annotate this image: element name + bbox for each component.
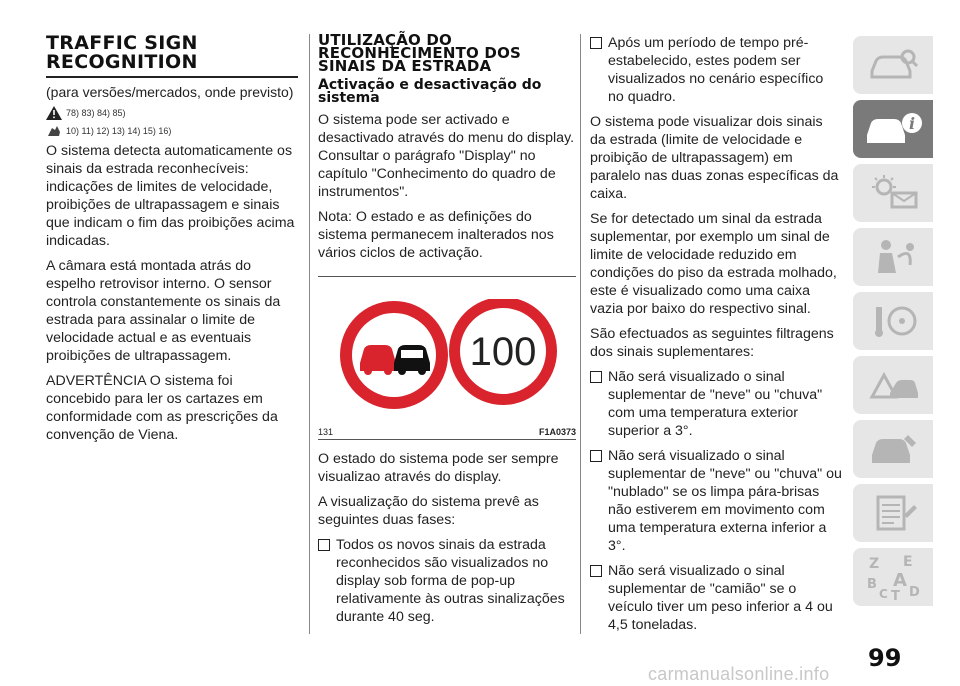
warning-references [46,106,298,120]
car-search-icon [866,47,920,83]
tab-starting-driving[interactable] [853,292,933,350]
figure-131 [318,276,576,440]
checkbox-bullet-icon [590,37,602,49]
checkbox-bullet-icon [590,565,602,577]
traffic-signs-illustration [338,299,558,419]
tab-safety[interactable] [853,228,933,286]
column-2 [318,31,576,633]
list-item [590,368,842,440]
list-item [590,562,842,634]
svg-text:T: T [891,589,900,602]
tab-emergency[interactable] [853,356,933,414]
note-references [46,124,298,138]
paragraph: Nota: O estado e as definições do sistema permanecem inalterados nos vários ciclos de activação. [318,209,554,261]
info-letter: i [908,114,916,133]
speed-limit-value: 100 [469,330,537,374]
section-title: TRAFFIC SIGN RECOGNITION [46,34,298,78]
list-item-text: Não será visualizado o sinal suplementar de "camião" se o veículo tiver um peso inferior a 4 ou 4,5 toneladas. [608,563,833,633]
paragraph: O sistema pode visualizar dois sinais da estrada (limite de velocidade e proibição de ultrapassagem) em paralelo nas duas zonas específicas da caixa. [590,114,839,202]
tab-car-info[interactable] [853,100,933,158]
column-divider [580,34,581,634]
paragraph: Se for detectado um sinal da estrada suplementar, por exemplo um sinal de limite de velocidade reduzido em condições do piso da estrada molhado, este é visualizado como uma caixa vazia por baixo do respectivo sinal. [590,211,837,317]
no-overtaking-sign-icon [340,301,448,409]
svg-text:D: D [909,585,920,600]
car-info-icon [863,109,923,149]
warning-ref-list: 78) 83) 84) 85) [66,108,126,118]
paragraph: São efectuados as seguintes filtragens dos sinais suplementares: [590,326,834,360]
figure-number: 131 [318,427,334,437]
column-3 [590,34,842,641]
paragraph: O sistema pode ser activado e desactivado através do menu do display. Consultar o parágrafo "Display" no capítulo "Conhecimento do quadro de instrumentos". [318,112,575,200]
subsection-title: Activação e desactivação do sistema [318,77,542,106]
checkbox-bullet-icon [590,371,602,383]
list-item-text: Após um período de tempo pré-estabelecido, estes podem ser visualizados no cenário específico no quadro. [608,35,824,105]
figure-code: F1A0373 [538,427,576,437]
svg-text:Z: Z [869,556,880,572]
paragraph: O estado do sistema pode ser sempre visualizao através do display. [318,451,559,485]
tab-car-search[interactable] [853,36,933,94]
paragraph: ADVERTÊNCIA O sistema foi concebido para ler os cartazes em conformidade com as prescrições da convenção de Viena. [46,373,278,443]
list-item [590,447,842,555]
road-emergency-icon [866,365,920,405]
tab-maintenance[interactable] [853,420,933,478]
section-title: UTILIZAÇÃO DO RECONHECIMENTO DOS SINAIS DA ESTRADA [318,31,522,75]
alphabet-index-icon [863,552,923,602]
warning-triangle-icon [46,106,62,120]
tab-technical-data[interactable] [853,484,933,542]
note-ref-list: 10) 11) 12) 13) 14) 15) 16) [66,126,172,136]
checkbox-bullet-icon [318,539,330,551]
page-number: 99 [868,644,902,672]
warning-lights-icon [866,173,920,213]
chapter-tabs [853,36,933,612]
tab-index[interactable] [853,548,933,606]
specs-list-icon [866,493,920,533]
svg-text:A: A [893,570,907,591]
list-item-text: Não será visualizado o sinal suplementar de "neve" ou "chuva" com uma temperatura exterior superior a 3°. [608,369,823,439]
paragraph: A visualização do sistema prevê as seguintes duas fases: [318,494,539,528]
paragraph: A câmara está montada atrás do espelho retrovisor interno. O sensor controla constantemente os sinais da estrada para assinalar o limite de velocidade actual e as eventuais proibições de ultrapassagem. [46,258,281,364]
seatbelt-airbag-icon [866,237,920,277]
watermark: carmanualsonline.info [648,664,830,684]
list-item [318,536,576,626]
list-item-text: Não será visualizado o sinal suplementar de "neve" ou "chuva" ou "nublado" se os limpa pára-brisas não estiverem em movimento com uma temperatura externa inferior a 3°. [608,448,842,554]
variant-note: (para versões/mercados, onde previsto) [46,84,294,100]
checkbox-bullet-icon [590,450,602,462]
list-item [590,34,842,106]
steering-key-icon [866,301,920,341]
column-divider [309,34,310,634]
paragraph: O sistema detecta automaticamente os sinais da estrada reconhecíveis: indicações de limites de velocidade, proibições de ultrapassagem e sinais que indicam o fim das proibições acima indicadas. [46,143,295,249]
svg-text:E: E [903,554,913,570]
svg-text:C: C [879,587,888,601]
car-service-icon [866,429,920,469]
tab-warning-lights[interactable] [853,164,933,222]
list-item-text: Todos os novos sinais da estrada reconhecidos são visualizados no display sob forma de pop-up relativamente às outras sinalizações durante 40 seg. [336,537,565,625]
hand-note-icon [46,124,62,138]
svg-text:B: B [867,577,877,592]
column-1 [46,34,298,451]
